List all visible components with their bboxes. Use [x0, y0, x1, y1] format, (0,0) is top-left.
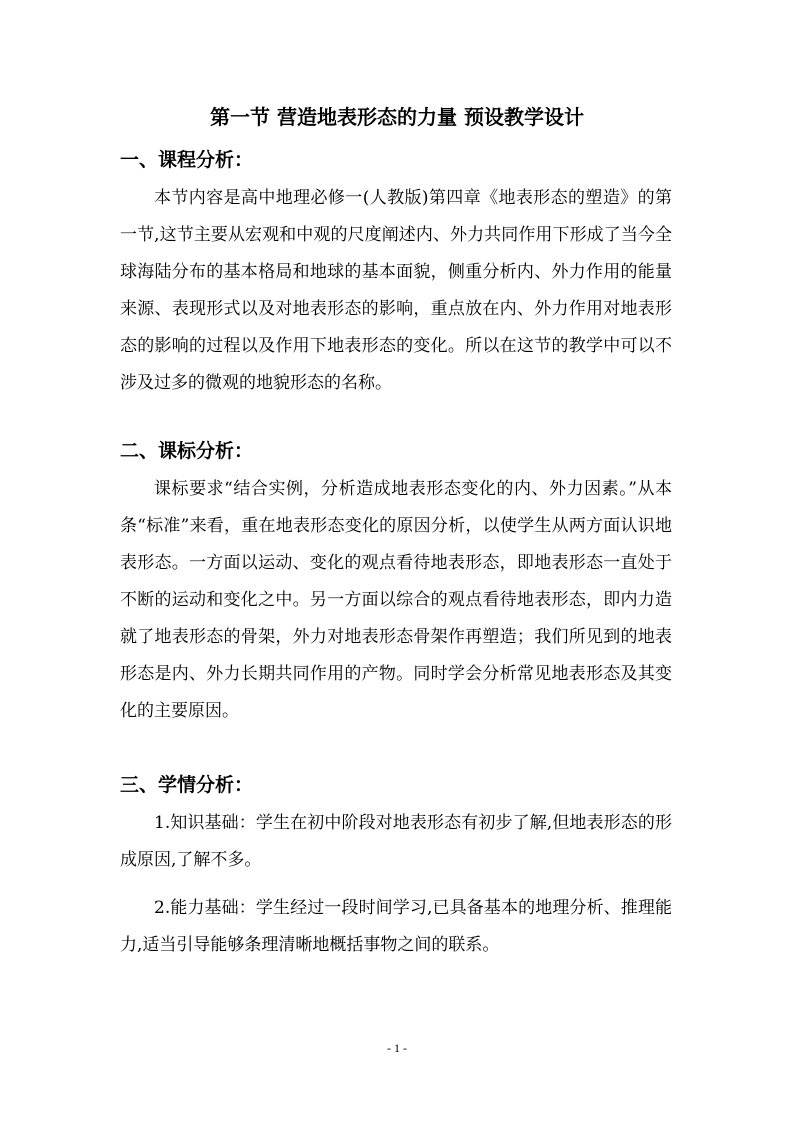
section-heading-curriculum-standard: 二、课标分析： [120, 440, 254, 462]
paragraph-curriculum-standard: 课标要求“结合实例，分析造成地表形态变化的内、外力因素。”从本条“标准”来看，重在地表形态变化的原因分析，以使学生从两方面认识地表形态。一方面以运动、变化的观点看待地表形态，即地表形态一直处于不断的运动和变化之中。另一方面以综合的观点看待地表形态，即内力造就了地表形态的骨架，外力对地表形态骨架作再塑造；我们所见到的地表形态是内、外力长期共同作用的产物。同时学会分析常见地表形态及其变化的主要原因。 [120, 479, 672, 721]
page-number: - 1 - [387, 1041, 407, 1055]
paragraph-course-analysis: 本节内容是高中地理必修一(人教版)第四章《地表形态的塑造》的第一节,这节主要从宏观和中观的尺度阐述内、外力共同作用下形成了当今全球海陆分布的基本格局和地球的基本面貌，侧重分析内、外力作用的能量来源、表现形式以及对地表形态的影响，重点放在内、外力作用对地表形态的影响的过程以及作用下地表形态的变化。所以在这节的教学中可以不涉及过多的微观的地貌形态的名称。 [120, 188, 672, 393]
document-title: 第一节 营造地表形态的力量 预设教学设计 [210, 105, 584, 129]
section-heading-student-analysis: 三、学情分析： [120, 774, 254, 796]
paragraph-ability-basis: 2.能力基础：学生经过一段时间学习,已具备基本的地理分析、推理能力,适当引导能够条理清晰地概括事物之间的联系。 [120, 898, 672, 955]
paragraph-knowledge-basis: 1.知识基础：学生在初中阶段对地表形态有初步了解,但地表形态的形成原因,了解不多。 [120, 813, 672, 870]
section-heading-course-analysis: 一、课程分析： [120, 149, 254, 171]
